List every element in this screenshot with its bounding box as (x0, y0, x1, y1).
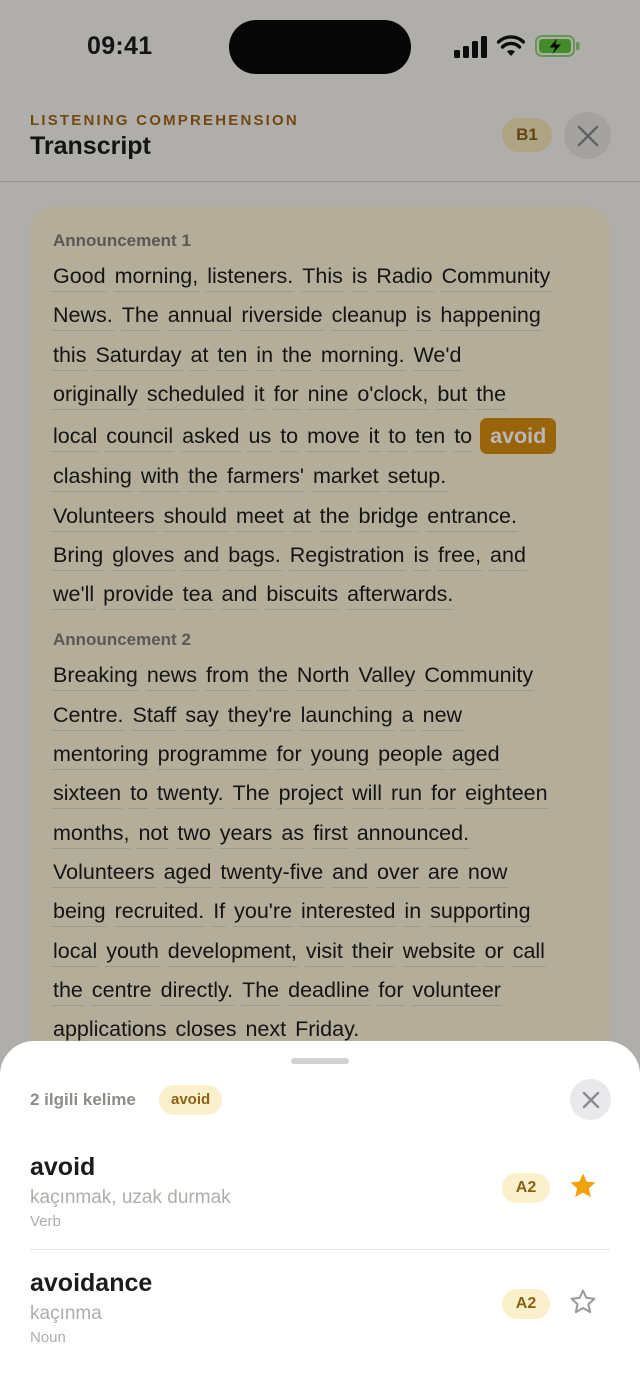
section-kicker: LISTENING COMPREHENSION (30, 112, 299, 129)
transcript-word[interactable]: Bring (52, 540, 104, 571)
transcript-word[interactable]: for (430, 778, 457, 809)
battery-charging-icon (535, 34, 581, 58)
transcript-word[interactable]: Community (441, 261, 552, 292)
transcript-word[interactable]: is (351, 261, 369, 292)
transcript-line (52, 579, 455, 615)
transcript-word[interactable]: Centre. (52, 700, 125, 731)
header (0, 94, 640, 182)
transcript-word[interactable]: Radio (375, 261, 433, 292)
transcript-line (52, 660, 535, 696)
transcript-word[interactable]: now (467, 857, 508, 888)
dynamic-island (229, 20, 411, 74)
transcript-word[interactable]: This (301, 261, 344, 292)
transcript-word[interactable]: for (273, 379, 300, 410)
transcript-word[interactable]: it (368, 421, 381, 452)
entry-part-of-speech: Noun (30, 1329, 66, 1346)
transcript-word[interactable]: interested (300, 896, 396, 927)
transcript-word[interactable]: sixteen (52, 778, 122, 809)
transcript-word[interactable]: nine (307, 379, 350, 410)
transcript-word[interactable]: market (312, 461, 380, 492)
transcript-word[interactable]: Volunteers (52, 501, 156, 532)
transcript-word[interactable]: we'll (52, 579, 95, 610)
transcript-word[interactable]: to (387, 421, 407, 452)
transcript-word[interactable]: to (129, 778, 149, 809)
transcript-word[interactable]: deadline (287, 975, 370, 1006)
transcript-word[interactable]: directly. (160, 975, 234, 1006)
transcript-line (52, 936, 547, 972)
transcript-line (52, 461, 448, 497)
transcript-line (52, 261, 552, 297)
transcript-line (52, 340, 463, 376)
entry-word: avoid (30, 1153, 96, 1181)
transcript-word[interactable]: visit (305, 936, 344, 967)
transcript-word[interactable]: biscuits (265, 579, 339, 610)
transcript-word[interactable]: should (163, 501, 228, 532)
related-words-sheet (0, 1041, 640, 1391)
transcript-card (30, 207, 610, 1107)
transcript-word[interactable]: next (244, 1014, 287, 1045)
transcript-word[interactable]: farmers' (226, 461, 305, 492)
transcript-word[interactable]: asked (181, 421, 240, 452)
transcript-word[interactable]: Community (423, 660, 534, 691)
transcript-word[interactable]: they're (227, 700, 293, 731)
transcript-word[interactable]: bridge (358, 501, 420, 532)
entry-translation: kaçınmak, uzak durmak (30, 1187, 231, 1208)
transcript-word[interactable]: two (176, 818, 211, 849)
close-icon (577, 125, 599, 147)
transcript-word[interactable]: Saturday (94, 340, 182, 371)
transcript-word[interactable]: but (436, 379, 468, 410)
transcript-word[interactable]: News. (52, 300, 114, 331)
transcript-word[interactable]: run (390, 778, 423, 809)
transcript-word[interactable]: meet (235, 501, 285, 532)
transcript-word[interactable]: free, (437, 540, 482, 571)
transcript-word[interactable]: Staff (132, 700, 178, 731)
transcript-word[interactable]: o'clock, (356, 379, 429, 410)
cellular-signal-icon (454, 36, 488, 58)
transcript-word[interactable]: The (241, 975, 280, 1006)
transcript-word[interactable]: in (255, 340, 274, 371)
transcript-word[interactable]: and (331, 857, 369, 888)
close-icon (582, 1091, 600, 1109)
transcript-word[interactable]: closes (175, 1014, 238, 1045)
transcript-word[interactable]: cleanup (331, 300, 408, 331)
transcript-word[interactable]: aged (163, 857, 213, 888)
transcript-word[interactable]: this (52, 340, 87, 371)
transcript-word[interactable]: website (402, 936, 477, 967)
announcement-label: Announcement 2 (53, 630, 191, 650)
sheet-close-button[interactable] (570, 1079, 611, 1120)
transcript-line (52, 975, 503, 1011)
transcript-word[interactable]: originally (52, 379, 139, 410)
transcript-word[interactable]: for (276, 739, 303, 770)
entry-level-badge: A2 (502, 1173, 550, 1203)
transcript-word[interactable]: eighteen (464, 778, 549, 809)
transcript-word[interactable]: and (182, 540, 220, 571)
entry-level-badge: A2 (502, 1289, 550, 1319)
transcript-word[interactable]: riverside (240, 300, 323, 331)
word-entry[interactable] (30, 1153, 610, 1261)
transcript-word[interactable]: as (280, 818, 305, 849)
transcript-word[interactable]: the (187, 461, 219, 492)
transcript-word[interactable]: twenty-five (219, 857, 324, 888)
transcript-word[interactable]: council (105, 421, 174, 452)
transcript-word[interactable]: and (489, 540, 527, 571)
transcript-word[interactable]: for (377, 975, 404, 1006)
level-badge: B1 (502, 118, 552, 152)
transcript-line (52, 857, 509, 893)
transcript-word[interactable]: applications (52, 1014, 168, 1045)
transcript-word[interactable]: over (376, 857, 420, 888)
transcript-line (52, 739, 502, 775)
transcript-word[interactable]: If (212, 896, 226, 927)
sheet-grabber[interactable] (291, 1058, 349, 1064)
transcript-word[interactable]: their (351, 936, 395, 967)
transcript-word[interactable]: years (219, 818, 274, 849)
transcript-line (52, 300, 543, 336)
transcript-word[interactable]: young (310, 739, 371, 770)
transcript-word[interactable]: months, (52, 818, 130, 849)
transcript-word[interactable]: provide (102, 579, 175, 610)
status-bar (0, 0, 640, 94)
transcript-word[interactable]: twenty. (156, 778, 225, 809)
transcript-word[interactable]: scheduled (146, 379, 246, 410)
transcript-word[interactable]: morning. (320, 340, 406, 371)
transcript-word[interactable]: the (281, 340, 313, 371)
transcript-word[interactable]: will (351, 778, 383, 809)
transcript-word[interactable]: call (512, 936, 546, 967)
close-button[interactable] (564, 112, 611, 159)
transcript-word[interactable]: from (205, 660, 250, 691)
transcript-word[interactable]: annual (167, 300, 234, 331)
transcript-word[interactable]: to (279, 421, 299, 452)
transcript-word[interactable]: Good (52, 261, 107, 292)
transcript-line (52, 896, 533, 932)
transcript-word[interactable]: gloves (111, 540, 175, 571)
transcript-line (52, 818, 471, 854)
transcript-word[interactable]: entrance. (426, 501, 518, 532)
transcript-word[interactable]: with (140, 461, 180, 492)
transcript-word[interactable]: clashing (52, 461, 133, 492)
query-chip: avoid (159, 1085, 222, 1115)
transcript-word[interactable]: new (422, 700, 463, 731)
transcript-word[interactable]: programme (157, 739, 269, 770)
transcript-word[interactable]: say (184, 700, 219, 731)
transcript-line (52, 700, 464, 736)
transcript-word[interactable]: people (377, 739, 444, 770)
announcement-label: Announcement 1 (53, 231, 191, 250)
transcript-word[interactable]: being (52, 896, 107, 927)
transcript-word[interactable]: and (221, 579, 259, 610)
transcript-line (52, 418, 557, 454)
transcript-word[interactable]: launching (300, 700, 394, 731)
status-time: 09:41 (87, 32, 153, 60)
transcript-word[interactable]: youth (105, 936, 160, 967)
highlighted-word[interactable]: avoid (480, 418, 556, 454)
word-entry[interactable] (30, 1269, 610, 1377)
transcript-word[interactable]: you're (233, 896, 293, 927)
transcript-word[interactable]: to (453, 421, 473, 452)
transcript-word[interactable]: North (296, 660, 351, 691)
transcript-word[interactable]: Friday. (294, 1014, 360, 1045)
transcript-word[interactable]: morning, (114, 261, 200, 292)
transcript-word[interactable]: is (413, 540, 431, 571)
transcript-word[interactable]: setup. (387, 461, 448, 492)
transcript-word[interactable]: ten (414, 421, 446, 452)
transcript-line (52, 778, 550, 814)
entry-divider (30, 1249, 610, 1250)
transcript-line (52, 501, 519, 537)
transcript-word[interactable]: development, (167, 936, 298, 967)
star-outline-icon[interactable] (568, 1287, 598, 1317)
wifi-icon (497, 34, 525, 58)
transcript-word[interactable]: Valley (357, 660, 416, 691)
transcript-word[interactable]: local (52, 421, 98, 452)
transcript-word[interactable]: project (278, 778, 345, 809)
entry-translation: kaçınma (30, 1303, 102, 1324)
transcript-word[interactable]: centre (91, 975, 153, 1006)
transcript-word[interactable]: recruited. (114, 896, 206, 927)
transcript-word[interactable]: local (52, 936, 98, 967)
entry-part-of-speech: Verb (30, 1213, 61, 1230)
transcript-word[interactable]: is (415, 300, 433, 331)
transcript-word[interactable]: afterwards. (346, 579, 454, 610)
transcript-word[interactable]: bags. (227, 540, 282, 571)
transcript-word[interactable]: a (401, 700, 415, 731)
transcript-word[interactable]: The (232, 778, 271, 809)
transcript-word[interactable]: mentoring (52, 739, 150, 770)
transcript-word[interactable]: the (52, 975, 84, 1006)
transcript-word[interactable]: supporting (429, 896, 531, 927)
transcript-word[interactable]: not (137, 818, 169, 849)
page-title: Transcript (30, 132, 151, 160)
transcript-line (52, 379, 508, 415)
transcript-word[interactable]: Registration (289, 540, 406, 571)
transcript-word[interactable]: at (190, 340, 210, 371)
transcript-word[interactable]: Breaking (52, 660, 139, 691)
transcript-word[interactable]: move (306, 421, 361, 452)
transcript-word[interactable]: or (484, 936, 505, 967)
star-filled-icon[interactable] (568, 1171, 598, 1201)
related-words-count: 2 ilgili kelime (30, 1090, 136, 1109)
transcript-word[interactable]: aged (451, 739, 501, 770)
transcript-word[interactable]: are (427, 857, 460, 888)
transcript-word[interactable]: Volunteers (52, 857, 156, 888)
transcript-word[interactable]: the (319, 501, 351, 532)
transcript-word[interactable]: tea (182, 579, 214, 610)
transcript-word[interactable]: at (292, 501, 312, 532)
transcript-word[interactable]: announced. (356, 818, 470, 849)
transcript-word[interactable]: the (475, 379, 507, 410)
transcript-line (52, 540, 528, 576)
entry-word: avoidance (30, 1269, 153, 1297)
transcript-word[interactable]: listeners. (206, 261, 294, 292)
transcript-word[interactable]: news (146, 660, 198, 691)
transcript-word[interactable]: us (247, 421, 272, 452)
transcript-word[interactable]: We'd (413, 340, 463, 371)
transcript-word[interactable]: in (403, 896, 422, 927)
transcript-word[interactable]: the (257, 660, 289, 691)
transcript-word[interactable]: first (312, 818, 349, 849)
transcript-word[interactable]: ten (216, 340, 248, 371)
transcript-word[interactable]: happening (439, 300, 541, 331)
transcript-word[interactable]: volunteer (412, 975, 502, 1006)
transcript-word[interactable]: The (121, 300, 160, 331)
transcript-word[interactable]: it (253, 379, 266, 410)
